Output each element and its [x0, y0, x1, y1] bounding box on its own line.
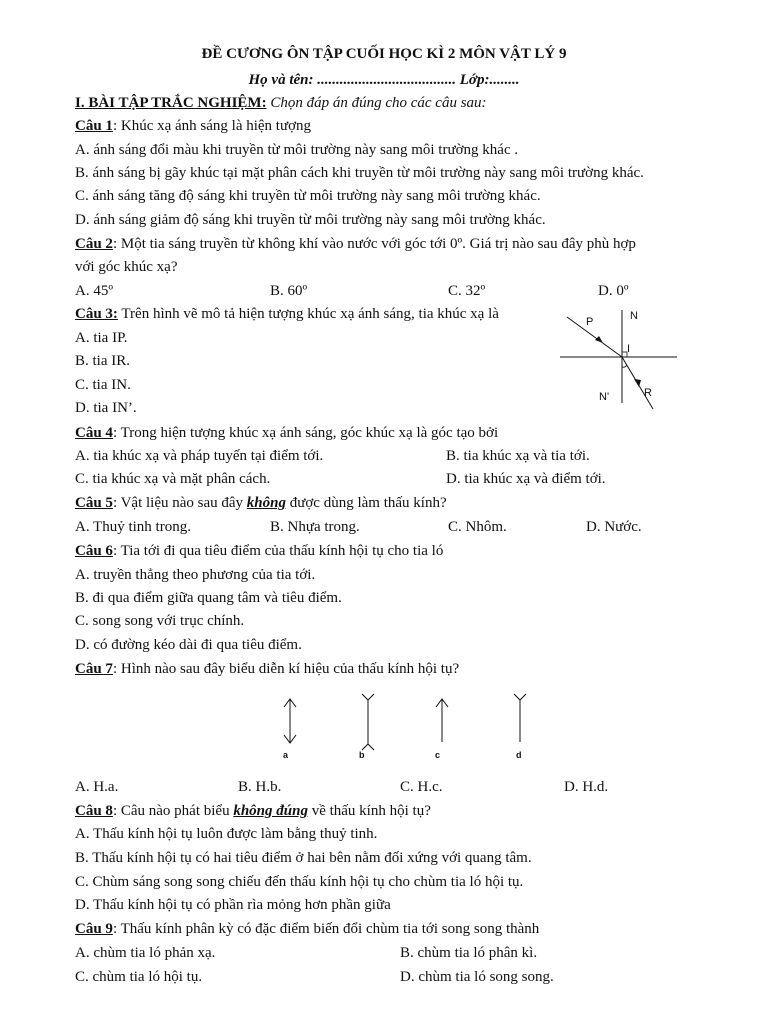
- q5-option-c: C. Nhôm.: [448, 519, 507, 535]
- label-n-prime: N': [599, 391, 610, 403]
- q9-stem: [75, 920, 539, 938]
- q1-text: : Khúc xạ ánh sáng là hiện tượng: [112, 118, 312, 134]
- q6-option-c: C. song song với trục chính.: [75, 613, 245, 629]
- q4-option-b: B. tia khúc xạ và tia tới.: [446, 448, 590, 464]
- q5-option-b: B. Nhựa trong.: [270, 519, 360, 535]
- q8-option-a: A. Thấu kính hội tụ luôn được làm bằng thuỷ tinh.: [75, 826, 378, 842]
- lens-d-top-fork-icon: [514, 694, 526, 700]
- incident-ray: [567, 317, 622, 357]
- lens-d-label: d: [516, 750, 522, 760]
- q8-text-after: về thấu kính hội tụ?: [307, 803, 431, 819]
- q4-option-c: C. tia khúc xạ và mặt phân cách.: [75, 471, 271, 487]
- q2-option-b: B. 60º: [270, 283, 308, 299]
- q6-option-b: B. đi qua điểm giữa quang tâm và tiêu điểm.: [75, 590, 342, 606]
- refraction-diagram: [555, 305, 685, 425]
- q3-stem: [75, 305, 499, 323]
- section-heading: [75, 94, 487, 112]
- lens-a-label: a: [283, 750, 289, 760]
- q1-label: Câu 1: [75, 118, 113, 134]
- q6-label: Câu 6: [75, 543, 113, 559]
- q7-text: : Hình nào sau đây biểu diễn kí hiệu của thấu kính hội tụ?: [112, 661, 460, 677]
- q3-option-b: B. tia IR.: [75, 353, 130, 369]
- doc-title: ĐỀ CƯƠNG ÔN TẬP CUỐI HỌC KÌ 2 MÔN VẬT LÝ 9: [201, 46, 567, 62]
- q2-label: Câu 2: [75, 236, 113, 252]
- lens-b-label: b: [359, 750, 365, 760]
- q8-stem: [75, 802, 431, 820]
- q3-option-c: C. tia IN.: [75, 377, 131, 393]
- q1-option-a: A. ánh sáng đổi màu khi truyền từ môi trường này sang môi trường khác .: [75, 142, 519, 158]
- q9-label: Câu 9: [75, 921, 113, 937]
- q1-option-b: B. ánh sáng bị gãy khúc tại mặt phân cách khi truyền từ môi trường này sang môi trường khác.: [75, 165, 644, 181]
- q2-option-d: D. 0º: [598, 283, 629, 299]
- lens-symbols-figure: [270, 690, 540, 762]
- q7-option-b: B. H.b.: [238, 779, 282, 795]
- q9-option-a: A. chùm tia ló phản xạ.: [75, 945, 216, 961]
- lens-b-top-fork-icon: [362, 694, 374, 700]
- q5-text-before: : Vật liệu nào sau đây: [112, 495, 247, 511]
- q9-option-d: D. chùm tia ló song song.: [400, 969, 554, 985]
- label-n: N: [630, 310, 638, 322]
- q7-label: Câu 7: [75, 661, 113, 677]
- q7-option-c: C. H.c.: [400, 779, 443, 795]
- q1-option-d: D. ánh sáng giảm độ sáng khi truyền từ môi trường này sang môi trường khác.: [75, 212, 546, 228]
- lens-c-label: c: [435, 750, 441, 760]
- q2-stem-continued: với góc khúc xạ?: [75, 259, 178, 275]
- q3-option-a: A. tia IP.: [75, 330, 128, 346]
- refraction-angle-arc: [622, 365, 627, 367]
- incident-arrow-icon: [595, 336, 603, 343]
- q6-option-d: D. có đường kéo dài đi qua tiêu điểm.: [75, 637, 302, 653]
- q5-option-a: A. Thuỷ tinh trong.: [75, 519, 191, 535]
- q8-label: Câu 8: [75, 803, 113, 819]
- q5-emphasis: không: [246, 495, 286, 511]
- q5-label: Câu 5: [75, 495, 113, 511]
- q7-stem: [75, 660, 459, 678]
- q8-emphasis: không đúng: [233, 803, 308, 819]
- label-i: I: [627, 343, 631, 355]
- refracted-arrow-icon: [634, 379, 641, 387]
- q2-text: : Một tia sáng truyền từ không khí vào nước với góc tới 0º. Giá trị nào sau đây phù hợp: [112, 236, 636, 252]
- q1-stem: [75, 117, 311, 135]
- q8-option-b: B. Thấu kính hội tụ có hai tiêu điểm ở hai bên nằm đối xứng với quang tâm.: [75, 850, 532, 866]
- q2-option-a: A. 45º: [75, 283, 113, 299]
- q5-text-after: được dùng làm thấu kính?: [285, 495, 447, 511]
- q7-option-a: A. H.a.: [75, 779, 119, 795]
- q6-stem: [75, 542, 443, 560]
- q8-option-c: C. Chùm sáng song song chiếu đến thấu kính hội tụ cho chùm tia ló hội tụ.: [75, 874, 524, 890]
- section-instruction: Chọn đáp án đúng cho các câu sau:: [266, 95, 487, 111]
- q9-option-c: C. chùm tia ló hội tụ.: [75, 969, 203, 985]
- q3-label: Câu 3:: [75, 306, 118, 322]
- label-p: P: [586, 316, 594, 328]
- q7-option-d: D. H.d.: [564, 779, 609, 795]
- q4-option-d: D. tia khúc xạ và điểm tới.: [446, 471, 606, 487]
- q8-option-d: D. Thấu kính hội tụ có phần rìa mỏng hơn phần giữa: [75, 897, 391, 913]
- name-class-line: Họ và tên: ..................................... Lớp:........: [248, 72, 520, 88]
- q4-label: Câu 4: [75, 425, 113, 441]
- q4-stem: [75, 424, 498, 442]
- q3-text: Trên hình vẽ mô tả hiện tượng khúc xạ ánh sáng, tia khúc xạ là: [117, 306, 499, 322]
- q2-option-c: C. 32º: [448, 283, 486, 299]
- label-r: R: [644, 387, 652, 399]
- section-title: I. BÀI TẬP TRẮC NGHIỆM:: [75, 95, 267, 111]
- q8-text-before: : Câu nào phát biểu: [112, 803, 234, 819]
- q4-option-a: A. tia khúc xạ và pháp tuyến tại điểm tới.: [75, 448, 324, 464]
- q9-option-b: B. chùm tia ló phân kì.: [400, 945, 538, 961]
- q9-text: : Thấu kính phân kỳ có đặc điểm biến đổi chùm tia tới song song thành: [112, 921, 540, 937]
- q1-option-c: C. ánh sáng tăng độ sáng khi truyền từ môi trường này sang môi trường khác.: [75, 188, 541, 204]
- q5-stem: [75, 494, 447, 512]
- q2-stem: [75, 235, 636, 253]
- q3-option-d: D. tia IN’.: [75, 400, 137, 416]
- q6-option-a: A. truyền thẳng theo phương của tia tới.: [75, 567, 316, 583]
- q4-text: : Trong hiện tượng khúc xạ ánh sáng, góc khúc xạ là góc tạo bởi: [112, 425, 499, 441]
- q5-option-d: D. Nước.: [586, 519, 642, 535]
- q6-text: : Tia tới đi qua tiêu điểm của thấu kính hội tụ cho tia ló: [112, 543, 444, 559]
